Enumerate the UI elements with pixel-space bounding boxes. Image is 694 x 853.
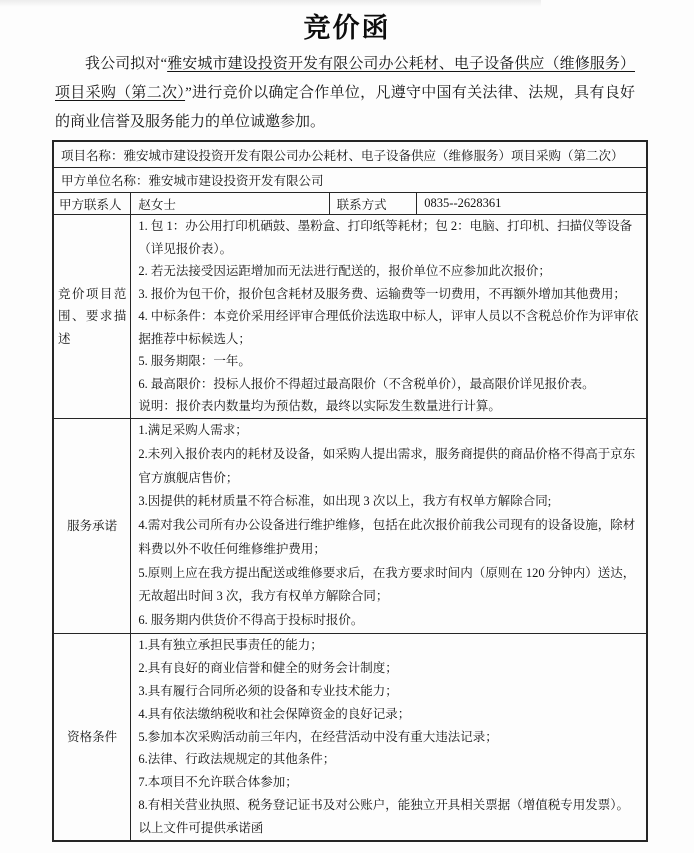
service-row <box>54 418 646 633</box>
intro-suffix: ”进行竞价以确定合作单位，凡遵守中国有关法律、法规，具有良好的商业信誉及服务能力的单位诚邀参加。 <box>55 85 635 130</box>
list-item: 5. 服务期限：一年。 <box>138 354 251 369</box>
list-item: 4.需对我公司所有办公设备进行维护维修，包括在此次报价前我公司现有的设备设施，除材料费以外不收任何维修维护费用； <box>138 518 636 556</box>
party-a-row <box>54 167 646 192</box>
contact-row <box>54 192 646 214</box>
list-item: 1.具有独立承担民事责任的能力； <box>138 638 323 653</box>
list-item: 3.因提供的耗材质量不符合标准，如出现 3 次以上，我方有权单方解除合同; <box>138 494 552 509</box>
qualification-header-label: 资格条件 <box>67 729 118 744</box>
list-item: 8.有相关营业执照、税务登记证书及对公账户，能独立开具相关票据（增值税专用发票）。 <box>138 797 629 812</box>
intro-underlined-project-name: 雅安城市建设投资开发有限公司办公耗材、电子设备供应（维修服务）项目采购（第二次） <box>55 56 635 101</box>
contact-label-cell: 甲方联系人 <box>59 197 122 212</box>
list-item: 说明：报价表内数量均为预估数，最终以实际发生数量进行计算。 <box>138 399 501 414</box>
list-item: 4. 中标条件：本竞价采用经评审合理低价法选取中标人，评审人员以不含税总价作为评审依据推荐中标候选人； <box>138 309 639 346</box>
intro-paragraph <box>55 50 635 137</box>
scope-items <box>130 215 646 418</box>
project-name-label: 项目名称： <box>61 148 124 163</box>
list-item: 5.参加本次采购活动前三年内，在经营活动中没有重大违法记录； <box>138 729 498 744</box>
party-a-cell <box>54 168 646 192</box>
service-header-cell <box>54 419 130 633</box>
list-item: 6.法律、行政法规规定的其他条件； <box>138 752 336 767</box>
party-a-value: 雅安城市建设投资开发有限公司 <box>148 174 324 188</box>
list-item: 1.满足采购人需求； <box>138 423 248 438</box>
list-item: 3. 报价为包干价，报价包含耗材及服务费、运输费等一切费用，不再额外增加其他费用； <box>138 286 626 301</box>
service-header-label: 服务承诺 <box>67 518 118 533</box>
phone-value-cell: 0835--2628361 <box>416 193 646 214</box>
list-item: 4.具有依法缴纳税收和社会保障资金的良好记录； <box>138 706 411 721</box>
list-item: 3.具有履行合同所必须的设备和专业技术能力； <box>138 684 398 698</box>
list-item: 6. 最高限价：投标人报价不得超过最高限价（不含税单价），最高限价详见报价表。 <box>138 376 595 391</box>
list-item: 7.本项目不允许联合体参加； <box>138 775 298 790</box>
scope-header-label: 竞价项目范围、要求描述 <box>58 286 127 346</box>
service-items <box>130 419 646 633</box>
scope-header-cell <box>54 215 130 418</box>
list-item: 6. 服务期内供货价不得高于投标时报价。 <box>138 612 364 627</box>
scope-row <box>54 214 646 418</box>
qualification-row <box>54 633 646 840</box>
list-item: 2.具有良好的商业信誉和健全的财务会计制度； <box>138 661 398 676</box>
list-item: 5.原则上应在我方提出配送或维修要求后，在我方要求时间内（原则在 120 分钟内）送达，无故超出时间 3 次，我方有权单方解除合同； <box>138 565 636 604</box>
project-name-value: 雅安城市建设投资开发有限公司办公耗材、电子设备供应（维修服务）项目采购（第二次） <box>123 148 624 163</box>
project-name-cell <box>54 142 646 167</box>
party-a-label: 甲方单位名称： <box>61 174 149 188</box>
phone-label-cell: 联系方式 <box>329 193 417 214</box>
qualification-items <box>130 634 646 840</box>
qualification-header-cell <box>54 634 130 840</box>
list-item: 以上文件可提供承诺函 <box>138 820 264 835</box>
list-item: 1. 包 1：办公用打印机硒鼓、墨粉盒、打印纸等耗材；包 2：电脑、打印机、扫描仪等设备（详见报价表）。 <box>138 219 633 256</box>
list-item: 2.未列入报价表内的耗材及设备，如采购人提出需求，服务商提供的商品价格不得高于京东官方旗舰店售价； <box>138 447 636 485</box>
contact-name-cell: 赵女士 <box>130 193 328 214</box>
document-title: 竞价函 <box>303 13 391 43</box>
bid-info-table <box>52 140 648 842</box>
project-name-row <box>54 142 646 167</box>
intro-prefix: 我公司拟对“ <box>85 56 168 72</box>
list-item: 2. 若无法接受因运距增加而无法进行配送的，报价单位不应参加此次报价； <box>138 264 551 279</box>
